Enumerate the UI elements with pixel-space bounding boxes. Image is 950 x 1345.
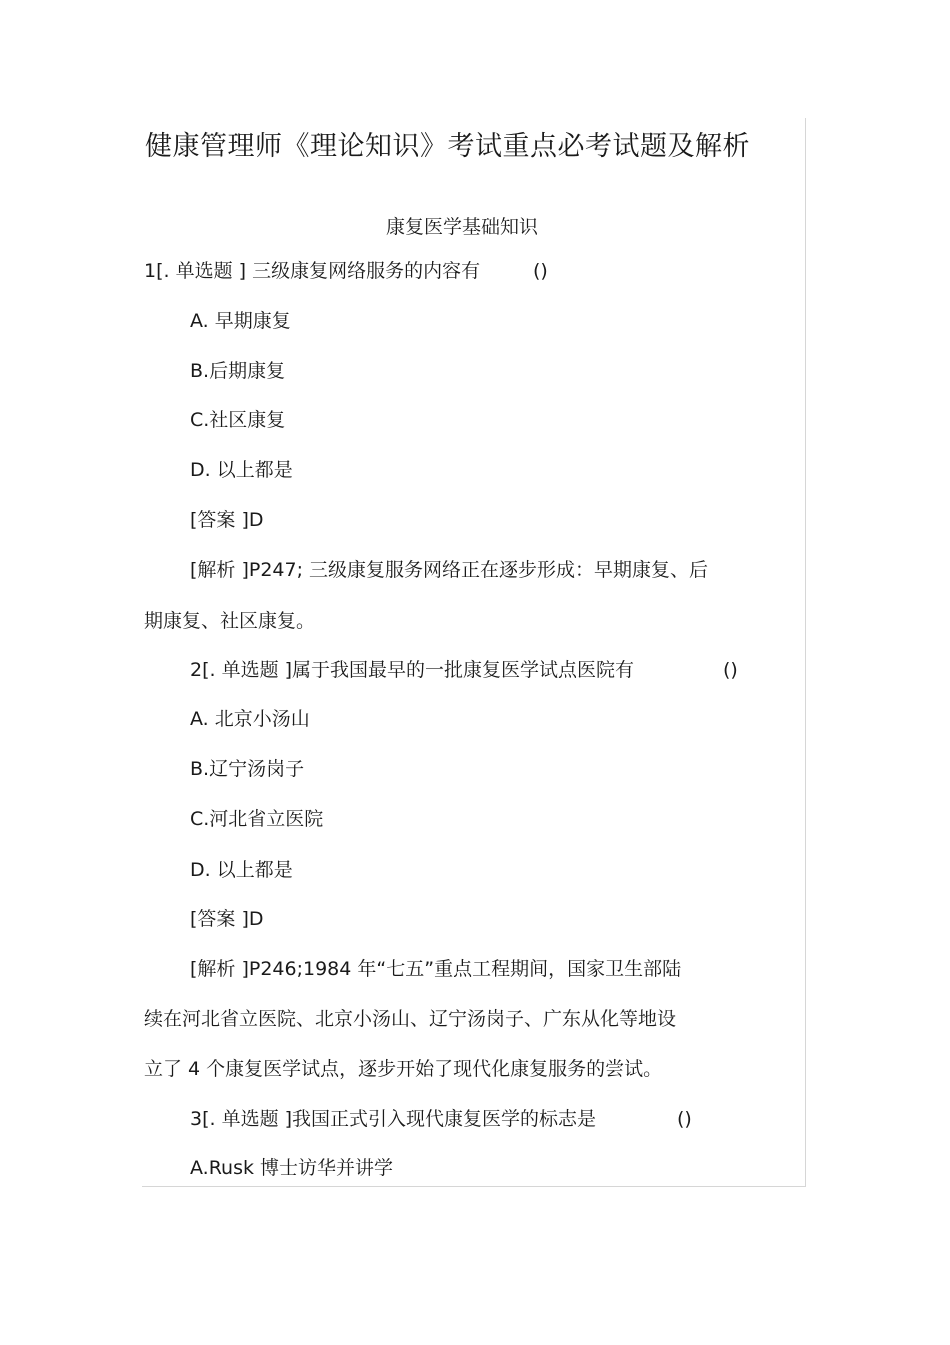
question-2-option-c: C.河北省立医院 — [190, 808, 324, 830]
question-2-analysis-line-3: 立了 4 个康复医学试点，逐步开始了现代化康复服务的尝试。 — [144, 1058, 663, 1080]
question-2-analysis-line-1: [解析 ]P246;1984 年“七五”重点工程期间，国家卫生部陆 — [190, 958, 682, 980]
question-2-option-a: A. 北京小汤山 — [190, 708, 310, 730]
question-3-option-a: A.Rusk 博士访华并讲学 — [190, 1157, 394, 1179]
question-2-analysis-line-2: 续在河北省立医院、北京小汤山、辽宁汤岗子、广东从化等地设 — [144, 1008, 677, 1030]
question-1-analysis-line-2: 期康复、社区康复。 — [144, 610, 316, 632]
question-1-answer: [答案 ]D — [190, 509, 264, 531]
question-stem-text: 1[. 单选题 ] 三级康复网络服务的内容有 — [144, 260, 481, 282]
question-1-option-a: A. 早期康复 — [190, 310, 291, 332]
question-1-analysis-line-1: [解析 ]P247; 三级康复服务网络正在逐步形成：早期康复、后 — [190, 559, 709, 581]
question-1-option-d: D. 以上都是 — [190, 459, 293, 481]
question-3-paren: () — [677, 1108, 692, 1130]
question-1-option-b: B.后期康复 — [190, 360, 286, 382]
question-3-stem: 3[. 单选题 ]我国正式引入现代康复医学的标志是 — [190, 1108, 597, 1130]
question-2-paren: () — [723, 659, 738, 681]
question-2-option-d: D. 以上都是 — [190, 859, 293, 881]
question-2-option-b: B.辽宁汤岗子 — [190, 758, 305, 780]
question-1-paren: () — [533, 260, 548, 282]
document-title: 健康管理师《理论知识》考试重点必考试题及解析 — [145, 131, 750, 162]
question-1-stem — [144, 256, 480, 286]
question-1-option-c: C.社区康复 — [190, 409, 286, 431]
question-2-answer: [答案 ]D — [190, 908, 264, 930]
section-heading: 康复医学基础知识 — [385, 216, 538, 238]
question-2-stem: 2[. 单选题 ]属于我国最早的一批康复医学试点医院有 — [190, 659, 635, 681]
